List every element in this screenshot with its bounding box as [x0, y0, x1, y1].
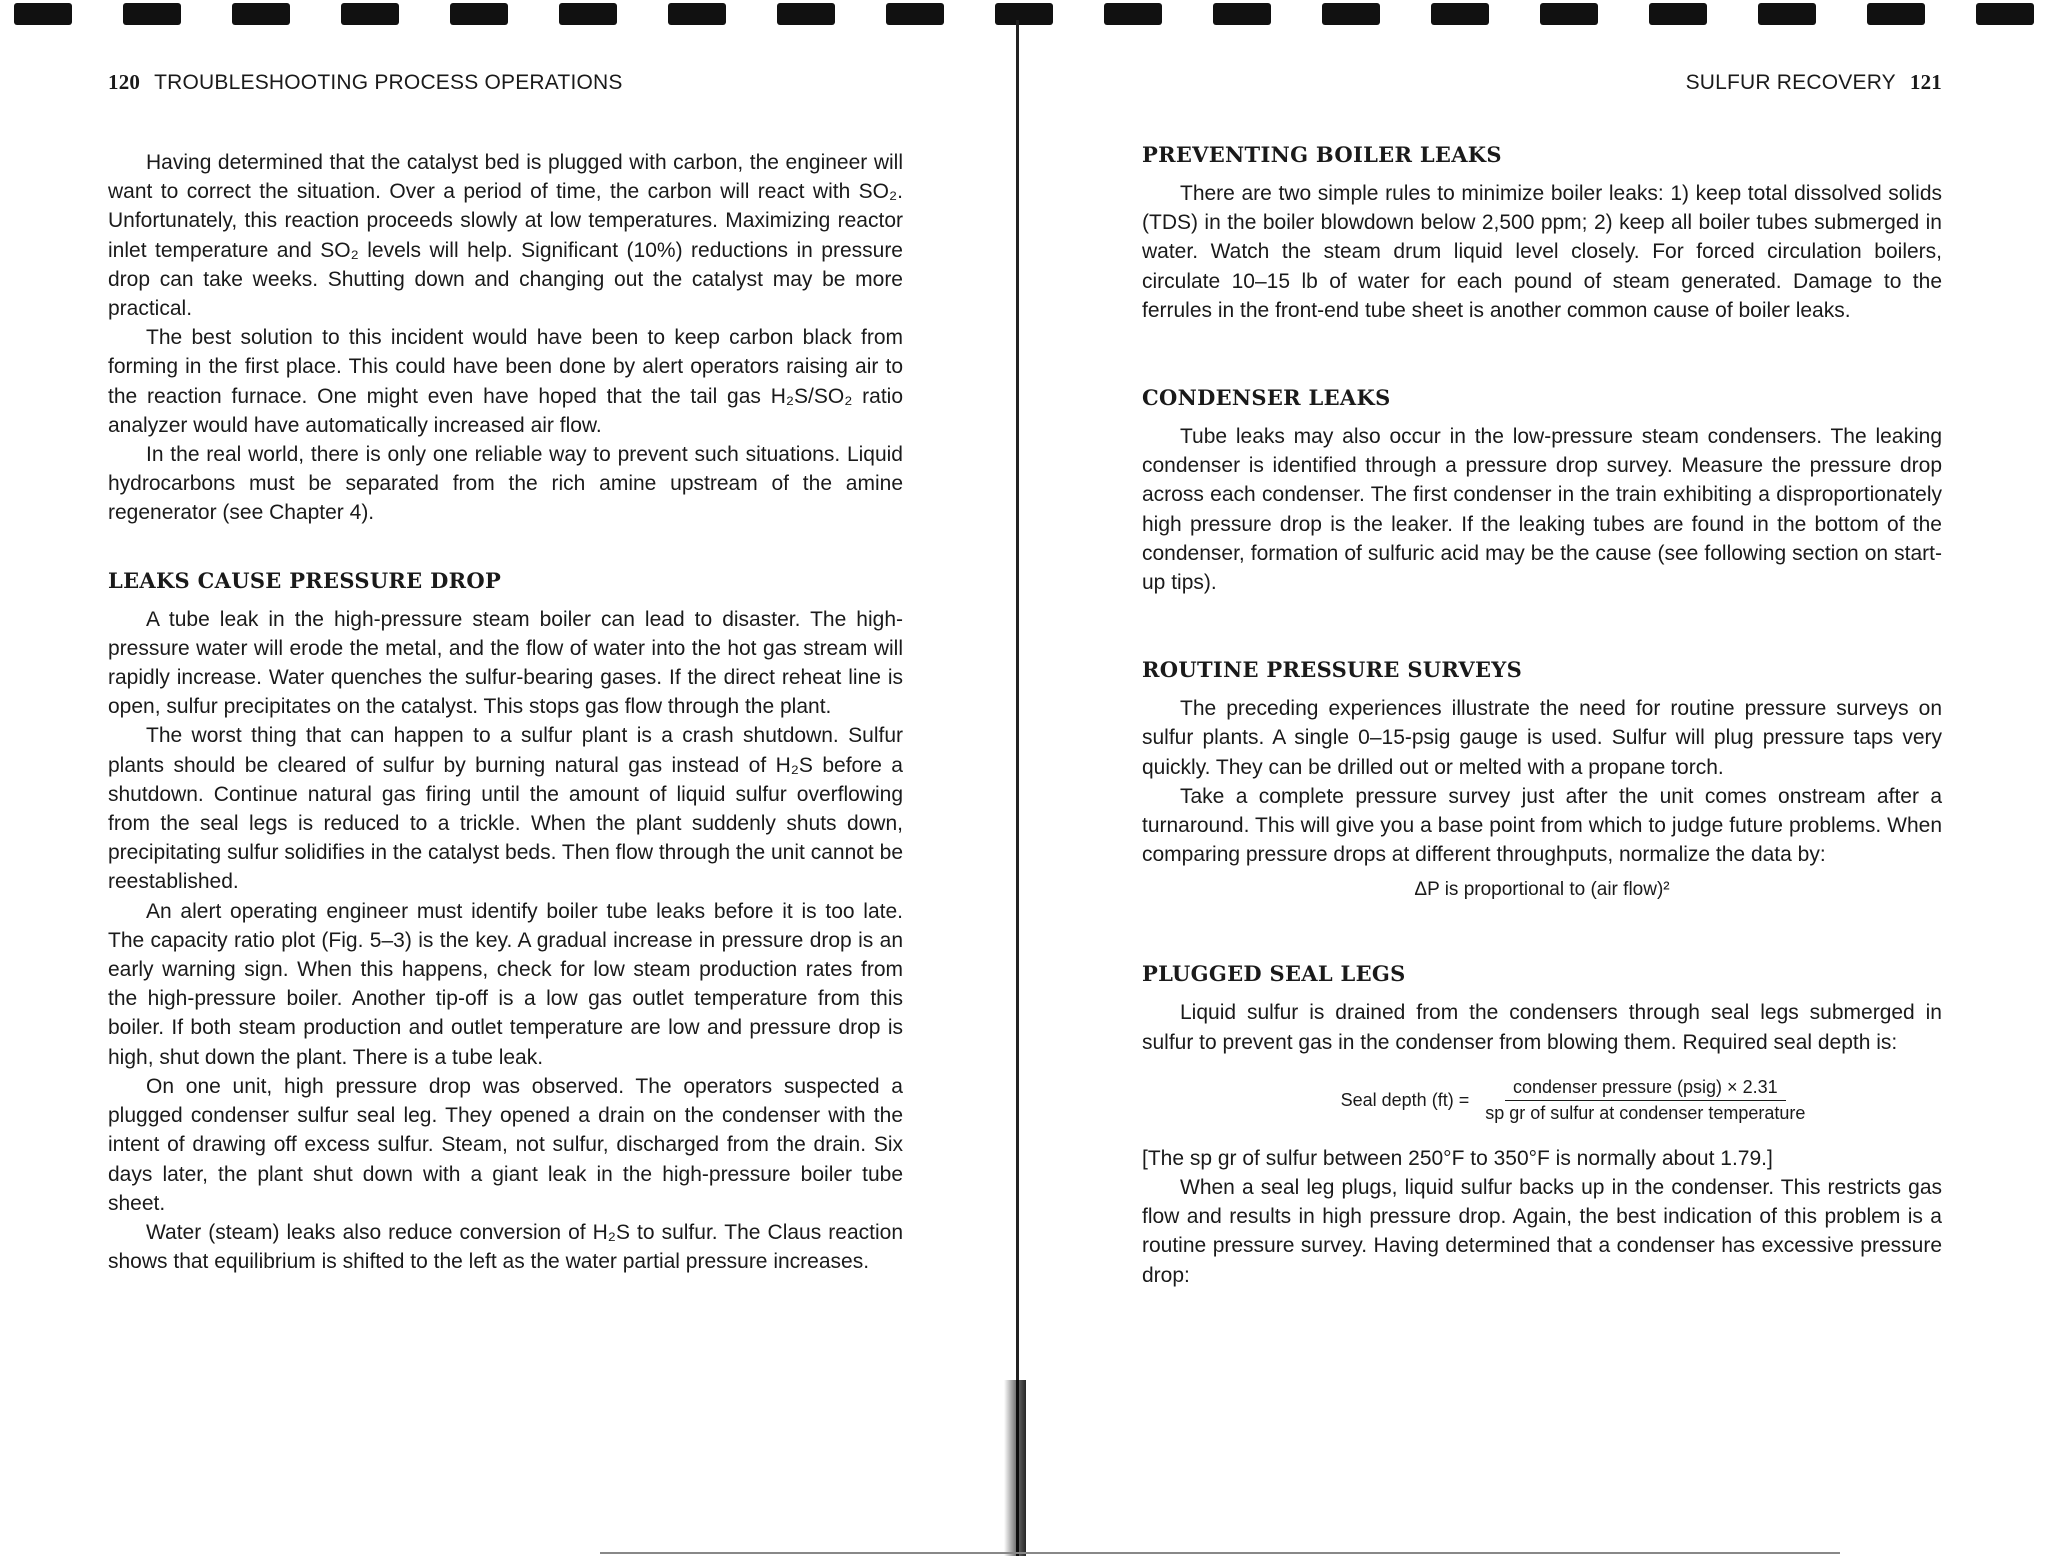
paragraph: On one unit, high pressure drop was observed. The operators suspected a plugged condenser sulfur seal leg. They opened a drain on the condenser with the intent of drawing off excess sulfur. Steam, not sulfur, discharged from the drain. Six days later, the plant shut down with a giant leak in the high-pressure boiler tube sheet. — [108, 1074, 903, 1215]
binding-hole — [1104, 3, 1162, 25]
running-head-title: TROUBLESHOOTING PROCESS OPERATIONS — [154, 71, 623, 94]
seal-depth-equation — [1212, 1077, 1942, 1124]
binding-hole — [341, 3, 399, 25]
section-heading: ROUTINE PRESSURE SURVEYS — [1142, 657, 1523, 683]
section-heading: PLUGGED SEAL LEGS — [1142, 961, 1406, 987]
binding-hole — [1976, 3, 2034, 25]
binding-hole — [1540, 3, 1598, 25]
binding-hole — [123, 3, 181, 25]
equation-numerator: condenser pressure (psig) × 2.31 — [1505, 1077, 1786, 1101]
page-gutter-line — [1016, 20, 1019, 1556]
equation-delta-p: ΔP is proportional to (air flow)² — [1414, 879, 1670, 901]
paragraph: The preceding experiences illustrate the need for routine pressure surveys on sulfur plants. A single 0–15-psig gauge is used. Sulfur will plug pressure taps very quickly. They can be drilled out or melted with a propane torch. — [1142, 697, 1942, 779]
binding-hole — [14, 3, 72, 25]
right-page — [1142, 70, 1942, 1290]
paragraph: The best solution to this incident would have been to keep carbon black from forming in the first place. This could have been done by alert operators raising air to the reaction furnace. One might even have hoped that the tail gas H₂S/SO₂ ratio analyzer would have automatically increased air flow. — [108, 326, 903, 437]
paragraph: When a seal leg plugs, liquid sulfur backs up in the condenser. This restricts gas flow and results in high pressure drop. Again, the best indication of this problem is a routine pressure survey. Having determined that a condenser has excessive pressure drop: — [1142, 1176, 1942, 1287]
running-head-title: SULFUR RECOVERY — [1685, 71, 1896, 94]
paragraph: The worst thing that can happen to a sulfur plant is a crash shutdown. Sulfur plants should be cleared of sulfur by burning natural gas instead of H₂S before a shutdown. Continue natural gas firing until the amount of liquid sulfur overflowing from the seal legs is reduced to a trickle. When the plant suddenly shuts down, precipitating sulfur solidifies in the catalyst beds. Then flow through the unit cannot be reestablished. — [108, 724, 903, 894]
binding-hole — [232, 3, 290, 25]
paragraph: Water (steam) leaks also reduce conversion of H₂S to sulfur. The Claus reaction shows that equilibrium is shifted to the left as the water partial pressure increases. — [108, 1220, 903, 1274]
binding-hole — [1867, 3, 1925, 25]
equation-fraction — [1477, 1077, 1813, 1124]
binding-hole — [886, 3, 944, 25]
paragraph: A tube leak in the high-pressure steam boiler can lead to disaster. The high-pressure water will erode the metal, and the flow of water into the hot gas stream will rapidly increase. Water quenches the sulfur-bearing gases. If the direct reheat line is open, sulfur precipitates on the catalyst. This stops gas flow through the plant. — [108, 607, 903, 719]
paragraph: An alert operating engineer must identify boiler tube leaks before it is too late. The capacity ratio plot (Fig. 5–3) is the key. A gradual increase in pressure drop is an early warning sign. When this happens, check for low steam production rates from the high-pressure boiler. Another tip-off is a low gas outlet temperature from this boiler. If both steam production and outlet temperature are low and pressure drop is high, shut down the plant. There is a tube leak. — [108, 899, 903, 1069]
paragraph: Tube leaks may also occur in the low-pressure steam condensers. The leaking condenser is identified through a pressure drop survey. Measure the pressure drop across each condenser. The first condenser in the train exhibiting a disproportionately high pressure drop is the leaker. If the leaking tubes are found in the bottom of the condenser, formation of sulfuric acid may be the cause (see following section on start-up tips). — [1142, 425, 1942, 595]
binding-hole — [777, 3, 835, 25]
binding-hole — [1758, 3, 1816, 25]
equation-denominator: sp gr of sulfur at condenser temperature — [1485, 1102, 1806, 1123]
page-number: 121 — [1909, 70, 1942, 94]
binding-hole — [559, 3, 617, 25]
gutter-shadow — [1004, 1380, 1026, 1556]
paragraph: Liquid sulfur is drained from the condensers through seal legs submerged in sulfur to prevent gas in the condenser from blowing them. Required seal depth is: — [1142, 1001, 1942, 1054]
left-page — [108, 70, 903, 1276]
equation-lhs: Seal depth (ft) = — [1340, 1089, 1470, 1110]
paragraph: [The sp gr of sulfur between 250°F to 350°F is normally about 1.79.] — [1142, 1146, 1773, 1170]
paragraph: Take a complete pressure survey just after the unit comes onstream after a turnaround. This will give you a base point from which to judge future problems. When comparing pressure drops at different throughputs, normalize the data by: — [1142, 784, 1942, 867]
bottom-edge-line — [600, 1552, 1840, 1554]
binding-hole — [995, 3, 1053, 25]
binding-hole — [1213, 3, 1271, 25]
section-heading: PREVENTING BOILER LEAKS — [1142, 142, 1502, 167]
binding-hole — [450, 3, 508, 25]
paragraph: In the real world, there is only one reliable way to prevent such situations. Liquid hydrocarbons must be separated from the rich amine upstream of the amine regenerator (see Chapter 4). — [108, 443, 903, 525]
spiral-binding-holes — [0, 0, 2048, 28]
paragraph: There are two simple rules to minimize boiler leaks: 1) keep total dissolved solids (TDS) in the boiler blowdown below 2,500 ppm; 2) keep all boiler tubes submerged in water. Watch the steam drum liquid level closely. For forced circulation boilers, circulate 10–15 lb of water for each pound of steam generated. Damage to the ferrules in the front-end tube sheet is another common cause of boiler leaks. — [1142, 182, 1942, 322]
binding-hole — [668, 3, 726, 25]
right-running-head — [1142, 70, 1942, 100]
binding-hole — [1322, 3, 1380, 25]
left-running-head — [108, 70, 903, 100]
section-heading: LEAKS CAUSE PRESSURE DROP — [108, 567, 502, 593]
section-heading: CONDENSER LEAKS — [1142, 385, 1391, 411]
page-number: 120 — [108, 70, 141, 94]
binding-hole — [1649, 3, 1707, 25]
paragraph: Having determined that the catalyst bed is plugged with carbon, the engineer will want to correct the situation. Over a period of time, the carbon will react with SO₂. Unfortunately, this reaction proceeds slowly at low temperatures. Maximizing reactor inlet temperature and SO₂ levels will help. Significant (10%) reductions in pressure drop can take weeks. Shutting down and changing out the catalyst may be more practical. — [108, 151, 903, 321]
binding-hole — [1431, 3, 1489, 25]
